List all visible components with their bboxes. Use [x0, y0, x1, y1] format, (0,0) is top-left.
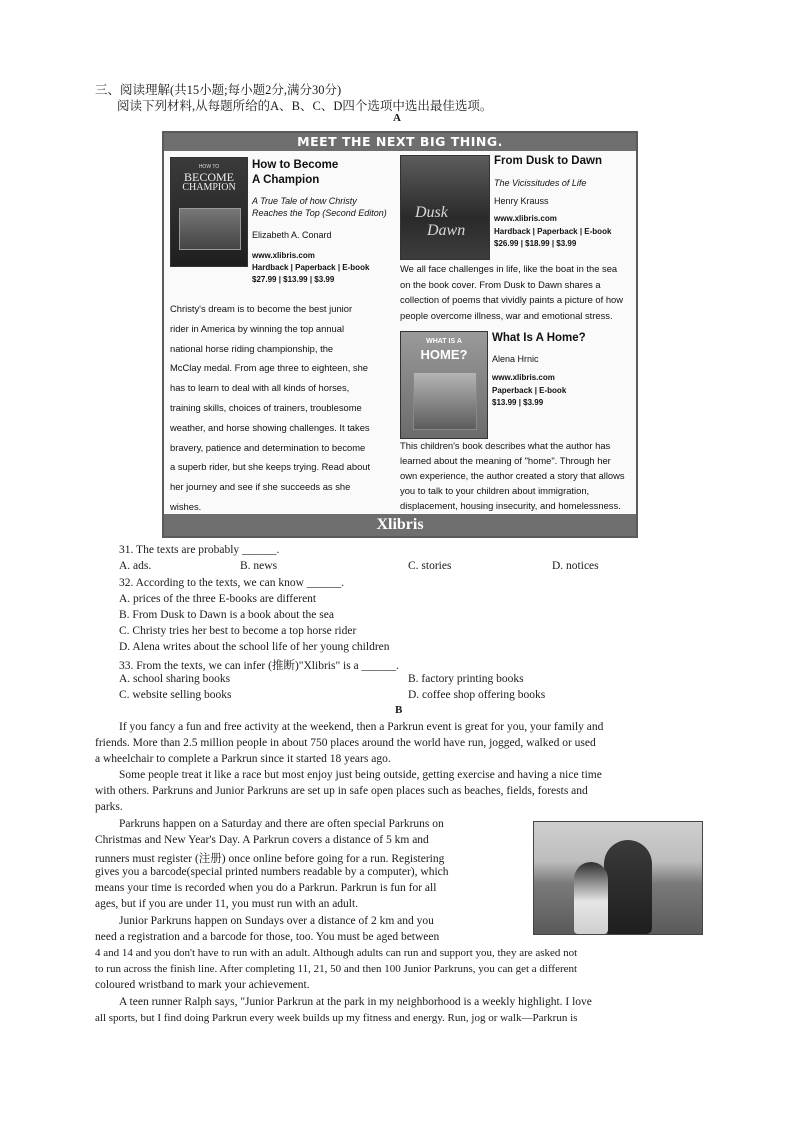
paragraph-line: with others. Parkruns and Junior Parkruns are set up in safe open places such as beaches, fields, forests and: [95, 785, 588, 797]
book1-prices: $27.99 | $13.99 | $3.99: [252, 275, 335, 284]
question-option: B. news: [240, 560, 278, 572]
book1-cover-line: BECOME: [183, 170, 234, 184]
paragraph-line: 4 and 14 and you don't have to run with an adult. Although adults can run and support you, they are asked not: [95, 947, 578, 959]
description-line: bravery, patience and determination to become: [170, 441, 366, 453]
book3-url: www.xlibris.com: [492, 373, 555, 382]
book1-author: Elizabeth A. Conard: [252, 230, 332, 240]
book3-formats: Paperback | E-book: [492, 386, 567, 395]
description-line: Christy's dream is to become the best junior: [170, 303, 353, 314]
paragraph-line: Christmas and New Year's Day. A Parkrun covers a distance of 5 km and: [95, 834, 429, 846]
description-line: training skills, choices of trainers, troublesome: [170, 401, 362, 413]
book2-description: [400, 263, 623, 325]
passage-a-label: A: [393, 112, 401, 124]
description-line: displacement, housing insecurity, and homelessness.: [400, 500, 621, 511]
description-line: national horse riding championship, the: [170, 342, 334, 354]
adult-runner-figure: [604, 840, 652, 934]
paragraph-line: parks.: [95, 801, 123, 813]
paragraph-line: Junior Parkruns happen on Sundays over a distance of 2 km and you: [119, 915, 434, 927]
description-line: collection of poems that vividly paints a picture of how: [400, 294, 624, 305]
book2-formats: Hardback | Paperback | E-book: [494, 227, 612, 236]
ad-footer-brand: Xlibris: [164, 514, 636, 536]
paragraph-line: a wheelchair to complete a Parkrun since it started 18 years ago.: [95, 753, 391, 765]
book3-cover-line: WHAT IS A: [426, 338, 462, 345]
description-line: a superb rider, but she keeps trying. Read about: [170, 461, 371, 473]
question-option: B. From Dusk to Dawn is a book about the sea: [119, 609, 334, 621]
passage-b-label: B: [395, 704, 403, 716]
book3-description: [400, 440, 625, 515]
paragraph-line: gives you a barcode(special printed numbers readable by a computer), which: [95, 866, 449, 878]
horse-photo: [179, 208, 241, 250]
book2-cover-line: Dusk: [415, 204, 448, 221]
book1-subtitle: A True Tale of how Christy: [252, 196, 357, 206]
family-picture: [413, 372, 477, 430]
paragraph-line: A teen runner Ralph says, "Junior Parkrun at the park in my neighborhood is a weekly highlight. I love: [119, 996, 592, 1008]
paragraph-line: Some people treat it like a race but most enjoy just being outside, getting exercise and having a nice time: [119, 769, 602, 781]
description-line: We all face challenges in life, like the boat in the sea: [400, 263, 618, 274]
book1-title: A Champion: [252, 174, 320, 186]
question-option: D. notices: [552, 560, 599, 572]
section-header: 三、阅读理解(共15小题;每小题2分,满分30分): [95, 83, 342, 97]
question-33: 33. From the texts, we can infer (推断)"Xlibris" is a ______.: [119, 660, 399, 672]
paragraph-line: Parkruns happen on a Saturday and there are often special Parkruns on: [119, 818, 444, 830]
book2-author: Henry Krauss: [494, 196, 549, 206]
question-option: C. stories: [408, 560, 452, 572]
question-option: D. coffee shop offering books: [408, 689, 546, 701]
child-runner-figure: [574, 862, 608, 934]
paragraph-line: friends. More than 2.5 million people in about 750 places around the world have run, jogged, walked or used: [95, 737, 596, 749]
paragraph-line: runners must register (注册) once online before going for a run. Registering: [95, 853, 445, 865]
book1-cover-line: CHAMPION: [182, 182, 236, 193]
paragraph-line: If you fancy a fun and free activity at the weekend, then a Parkrun event is great for you, your family and: [119, 721, 604, 733]
book3-prices: $13.99 | $3.99: [492, 398, 544, 407]
paragraph-line: means your time is recorded when you do a Parkrun. Parkrun is fun for all: [95, 882, 437, 894]
instruction: 阅读下列材料,从每题所给的A、B、C、D四个选项中选出最佳选项。: [117, 99, 493, 113]
book3-author: Alena Hrnic: [492, 354, 539, 364]
book2-url: www.xlibris.com: [494, 214, 557, 223]
paragraph-line: to run across the finish line. After completing 11, 21, 50 and then 100 Junior Parkruns, you can get a different: [95, 963, 578, 975]
book-advertisement: [162, 131, 638, 538]
question-option: C. Christy tries her best to become a top horse rider: [119, 625, 357, 637]
question-option: D. Alena writes about the school life of her young children: [119, 641, 390, 653]
description-line: This children's book describes what the author has: [400, 440, 611, 451]
book2-cover: [400, 155, 490, 260]
book3-cover-line: HOME?: [420, 347, 468, 362]
book1-cover: [170, 157, 248, 267]
description-line: learned about the meaning of "home". Through her: [400, 455, 611, 466]
book2-title: From Dusk to Dawn: [494, 155, 602, 167]
question-option: A. prices of the three E-books are different: [119, 593, 317, 605]
book2-cover-line: Dawn: [427, 222, 466, 239]
book1-subtitle: Reaches the Top (Second Editon): [252, 208, 387, 218]
description-line: McClay medal. From age three to eighteen, she: [170, 362, 369, 374]
description-line: her journey and see if she succeeds as she: [170, 481, 351, 493]
description-line: rider in America by winning the top annual: [170, 322, 345, 334]
description-line: weather, and horse showing challenges. It takes: [170, 421, 370, 433]
parkrun-photo: [533, 821, 703, 935]
paragraph-line: coloured wristband to mark your achievement.: [95, 979, 310, 991]
book2-prices: $26.99 | $18.99 | $3.99: [494, 239, 577, 248]
paragraph-line: all sports, but I find doing Parkrun every week builds up my fitness and energy. Run, jog or walk—Parkrun is: [95, 1012, 578, 1024]
paragraph-line: need a registration and a barcode for those, too. You must be aged between: [95, 931, 440, 943]
paragraph-line: ages, but if you are under 11, you must run with an adult.: [95, 898, 359, 910]
question-31: 31. The texts are probably ______.: [119, 544, 280, 556]
description-line: you to talk to your children about immigration,: [400, 485, 590, 496]
book1-title: How to Become: [252, 159, 339, 171]
book3-cover: [400, 331, 488, 439]
book1-formats: Hardback | Paperback | E-book: [252, 263, 370, 272]
description-line: own experience, the author created a story that allows: [400, 470, 625, 481]
book1-cover-line: HOW TO: [198, 164, 220, 170]
book2-subtitle: The Vicissitudes of Life: [494, 178, 587, 188]
description-line: on the book cover. From Dusk to Dawn shares a: [400, 278, 601, 290]
book1-description: [170, 303, 370, 521]
question-option: C. website selling books: [119, 689, 232, 701]
question-option: A. school sharing books: [119, 673, 231, 685]
ad-banner: MEET THE NEXT BIG THING.: [164, 133, 636, 151]
description-line: has to learn to deal with all kinds of horses,: [170, 382, 350, 394]
book1-url: www.xlibris.com: [252, 251, 315, 260]
question-32: 32. According to the texts, we can know ______.: [119, 577, 345, 589]
question-option: A. ads.: [119, 560, 152, 572]
book3-title: What Is A Home?: [492, 332, 586, 344]
description-line: people overcome illness, war and emotional stress.: [400, 309, 613, 321]
question-option: B. factory printing books: [408, 673, 524, 685]
description-line: wishes.: [170, 500, 202, 512]
